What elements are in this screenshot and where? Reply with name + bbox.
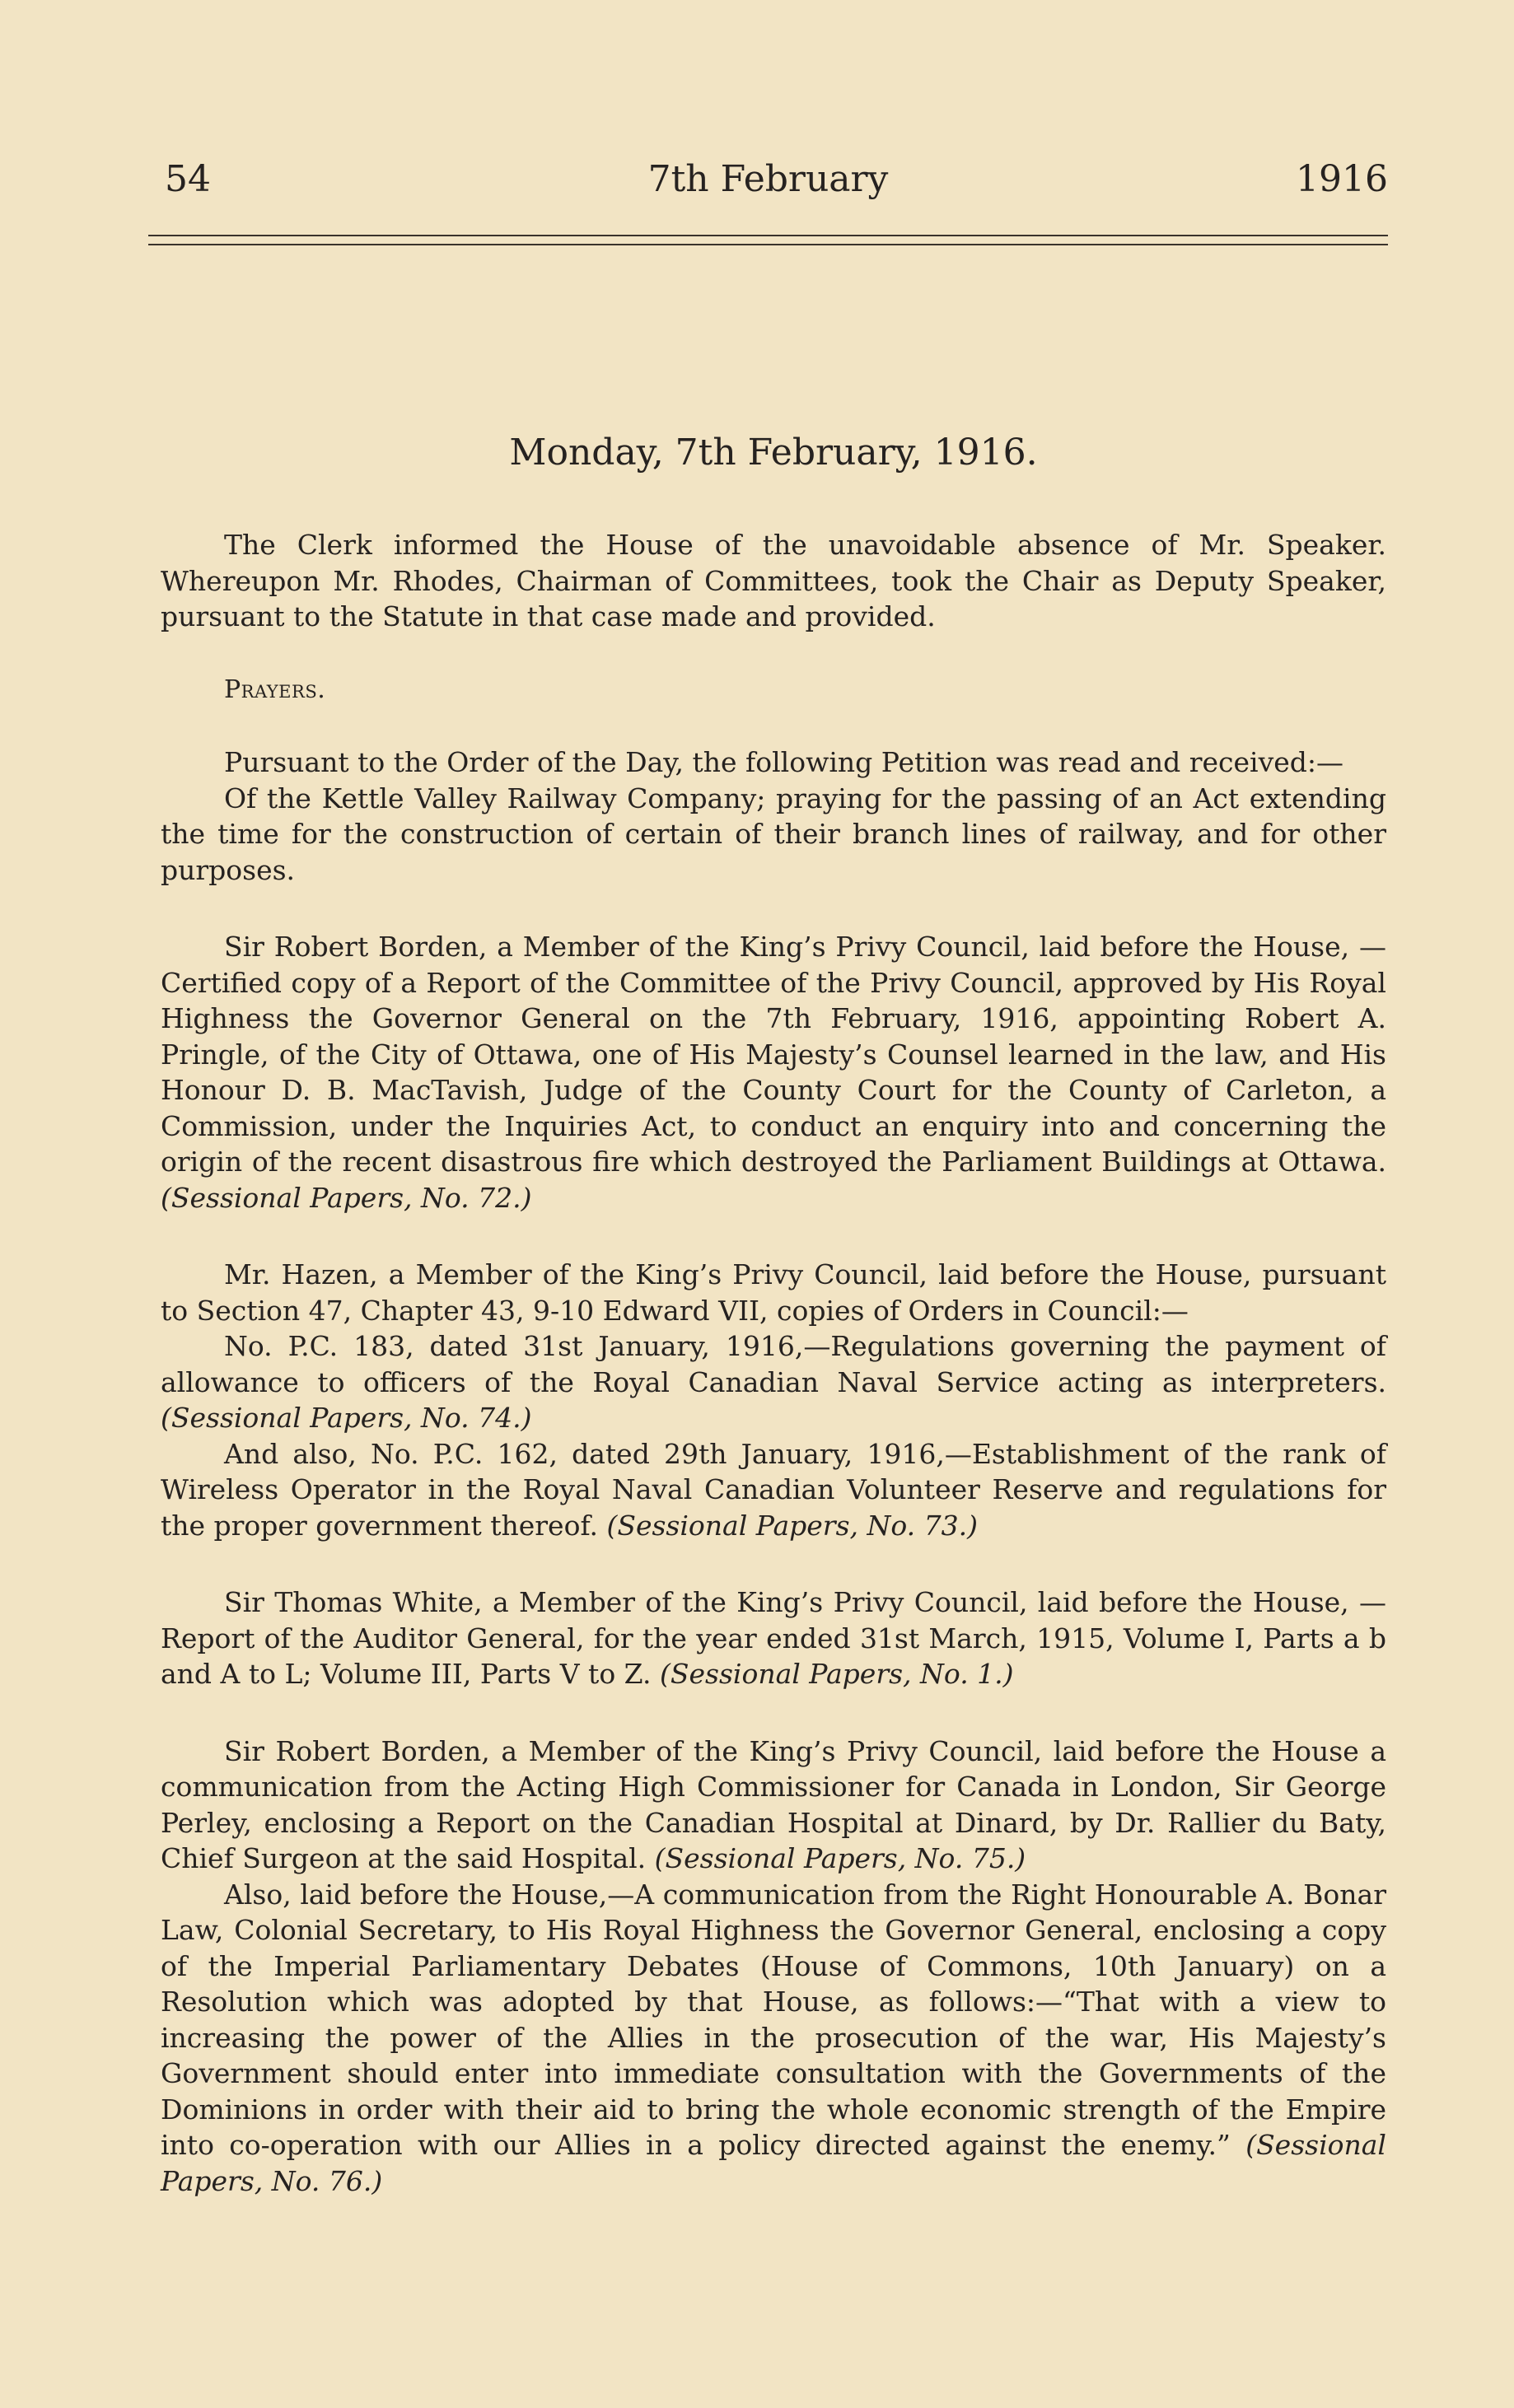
paragraph-bonar-law: [161, 1877, 1386, 2200]
paragraph-text: Sir Robert Borden, a Member of the King’s Privy Council, laid before the House a communication from the Acting High Commissioner for Canada in London, Sir George Perley, enclosing a Report on the Canadian Hospital at Dinard, by Dr. Rallier du Baty, Chief Surgeon at the said Hospital.: [161, 1734, 1386, 1874]
paragraph-hazen-orders: Mr. Hazen, a Member of the King’s Privy Council, laid before the House, pursuant to Section 47, Chapter 43, 9-10 Edward VII, copies of Orders in Council:—: [161, 1258, 1386, 1327]
journal-body: [161, 428, 1386, 2199]
sessional-paper-ref: (Sessional Papers, No. 73.): [606, 1509, 978, 1542]
paragraph-text: Sir Robert Borden, a Member of the King’s Privy Council, laid before the House, —Certified copy of a Report of the Committee of the Privy Council, approved by His Royal Highness the Governor General on the 7th February, 1916, appointing Robert A. Pringle, of the City of Ottawa, one of His Majesty’s Counsel learned in the law, and His Honour D. B. MacTavish, Judge of the County Court for the County of Carleton, a Commission, under the Inquiries Act, to conduct an enquiry into and concerning the origin of the recent disastrous fire which destroyed the Parliament Buildings at Ottawa.: [161, 931, 1386, 1178]
sessional-paper-ref: (Sessional Papers, No. 72.): [161, 1181, 532, 1214]
header-date: 7th February: [647, 158, 889, 200]
paragraph-pc-162: [161, 1436, 1386, 1544]
sessional-paper-ref: (Sessional Papers, No. 75.): [654, 1842, 1026, 1874]
paragraph-text: Sir Thomas White, a Member of the King’s Privy Council, laid before the House, —Report of the Auditor General, for the year ended 31st March, 1915, Volume I, Parts a b and A to L; Volume III, Parts V to Z.: [161, 1586, 1386, 1690]
paragraph-clerk-absence: The Clerk informed the House of the unavoidable absence of Mr. Speaker. Whereupon Mr. Rhodes, Chairman of Committees, took the Chair as Deputy Speaker, pursuant to the Statute in that case made and provided.: [161, 529, 1386, 632]
sitting-date-title: Monday, 7th February, 1916.: [509, 432, 1038, 474]
sessional-paper-ref: (Sessional Papers, No. 76.): [161, 2129, 1386, 2197]
page-header: [148, 155, 1388, 204]
paragraph-petition-kettle-valley: Of the Kettle Valley Railway Company; praying for the passing of an Act extending the time for the construction of certain of their branch lines of railway, and for other purposes.: [161, 782, 1386, 886]
sessional-paper-ref: (Sessional Papers, No. 1.): [660, 1658, 1014, 1690]
paragraph-borden-commission: [161, 929, 1386, 1216]
paragraph-pc-183: [161, 1328, 1386, 1436]
header-rule-bottom: [148, 244, 1388, 245]
header-rule-top: [148, 235, 1388, 236]
paragraph-text: No. P.C. 183, dated 31st January, 1916,—Regulations governing the payment of allowance to officers of the Royal Canadian Naval Service acting as interpreters.: [161, 1330, 1386, 1398]
paragraph-text: Also, laid before the House,—A communication from the Right Honourable A. Bonar Law, Colonial Secretary, to His Royal Highness the Governor General, enclosing a copy of the Imperial Parliamentary Debates (House of Commons, 10th January) on a Resolution which was adopted by that House, as follows:—“That with a view to increasing the power of the Allies in the prosecution of the war, His Majesty’s Government should enter into immediate consultation with the Governments of the Dominions in order with their aid to bring the whole economic strength of the Empire into co-operation with our Allies in a policy directed against the enemy.”: [161, 1878, 1386, 2161]
header-year: 1916: [1296, 158, 1388, 200]
paragraph-petition-intro: Pursuant to the Order of the Day, the following Petition was read and received:—: [224, 746, 1343, 778]
paragraph-borden-hospital: [161, 1734, 1386, 1877]
prayers-heading: Prayers.: [224, 674, 326, 704]
page-number: 54: [165, 158, 211, 200]
paragraph-text: And also, No. P.C. 162, dated 29th January, 1916,—Establishment of the rank of Wireless Operator in the Royal Naval Canadian Volunteer Reserve and regulations for the proper government thereof.: [161, 1437, 1386, 1542]
sessional-paper-ref: (Sessional Papers, No. 74.): [161, 1402, 532, 1434]
paragraph-white-auditor: [161, 1584, 1386, 1692]
